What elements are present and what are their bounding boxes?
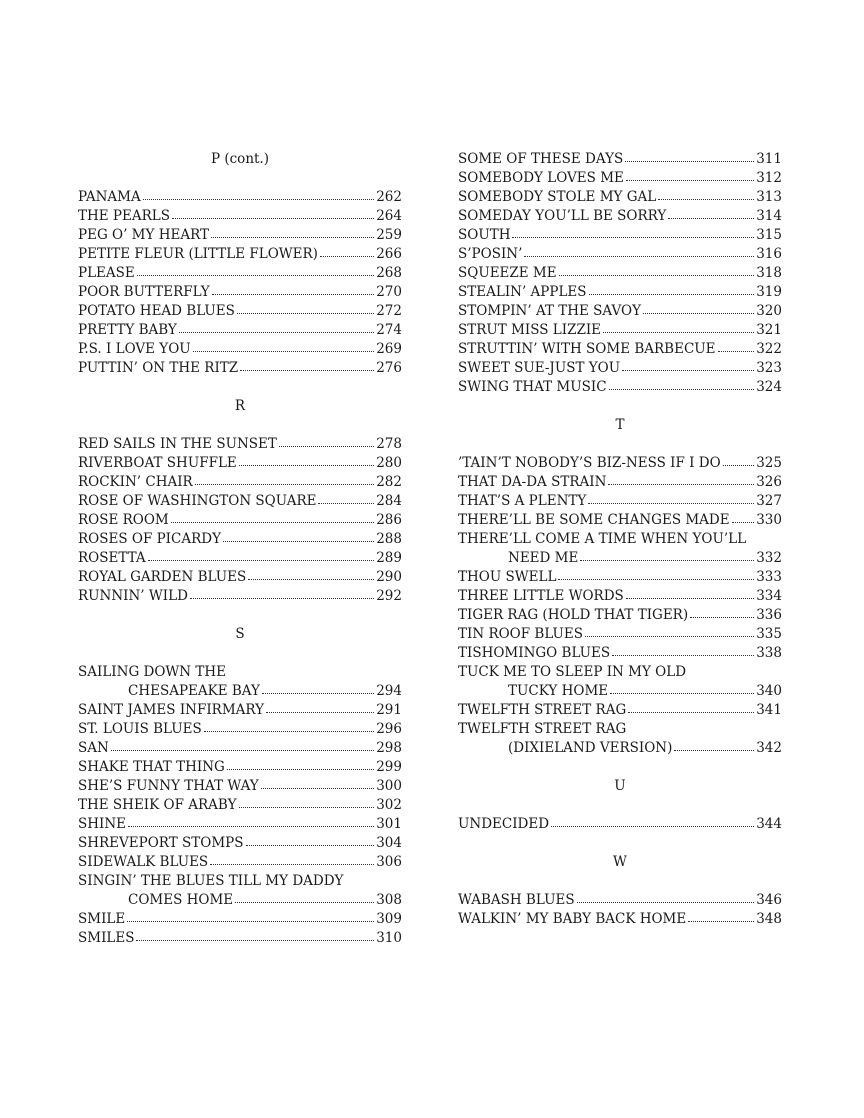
dot-leader — [246, 845, 375, 846]
dot-leader — [318, 503, 374, 504]
index-entry — [78, 796, 402, 815]
dot-leader — [622, 370, 754, 371]
dot-leader — [195, 484, 374, 485]
page-number: 330 — [756, 512, 782, 528]
index-entry — [458, 891, 782, 910]
dot-leader — [137, 275, 374, 276]
page-number: 322 — [756, 341, 782, 357]
song-title: STOMPIN’ AT THE SAVOY — [458, 303, 642, 319]
index-entry — [78, 473, 402, 492]
song-title: THAT DA-DA STRAIN — [458, 474, 607, 490]
page-number: 326 — [756, 474, 782, 490]
page-number: 323 — [756, 360, 782, 376]
page-number: 333 — [756, 569, 782, 585]
page-number: 335 — [756, 626, 782, 642]
dot-leader — [320, 256, 374, 257]
dot-leader — [512, 237, 754, 238]
dot-leader — [558, 579, 754, 580]
page-number: 341 — [756, 702, 782, 718]
index-entry — [458, 587, 782, 606]
song-title: SOMEBODY STOLE MY GAL — [458, 189, 657, 205]
dot-leader — [111, 750, 374, 751]
index-entry — [78, 492, 402, 511]
index-entry — [458, 492, 782, 511]
page-number: 336 — [756, 607, 782, 623]
song-title: SWING THAT MUSIC — [458, 379, 607, 395]
index-entry — [458, 606, 782, 625]
dot-leader — [148, 560, 375, 561]
song-title: PUTTIN’ ON THE RITZ — [78, 360, 239, 376]
dot-leader — [580, 560, 754, 561]
index-entry — [458, 245, 782, 264]
index-entry — [78, 454, 402, 473]
index-entry — [78, 891, 402, 910]
dot-leader — [172, 218, 374, 219]
song-title: SWEET SUE-JUST YOU — [458, 360, 621, 376]
page-number: 340 — [756, 683, 782, 699]
page-number: 313 — [756, 189, 782, 205]
page-number: 278 — [376, 436, 402, 452]
song-title: POTATO HEAD BLUES — [78, 303, 235, 319]
dot-leader — [559, 275, 755, 276]
index-entry — [458, 207, 782, 226]
page-number: 311 — [756, 151, 782, 167]
index-entry — [78, 359, 402, 378]
index-entry — [78, 435, 402, 454]
page-number: 299 — [376, 759, 402, 775]
song-title: TIGER RAG (HOLD THAT TIGER) — [458, 607, 689, 623]
dot-leader — [204, 731, 374, 732]
song-title: ROSES OF PICARDY — [78, 531, 221, 547]
song-title: PLEASE — [78, 265, 135, 281]
dot-leader — [612, 655, 754, 656]
page-number: 315 — [756, 227, 782, 243]
song-title: SOMEBODY LOVES ME — [458, 170, 624, 186]
song-title: COMES HOME — [128, 892, 234, 908]
index-entry — [458, 701, 782, 720]
song-title: SOMEDAY YOU’LL BE SORRY — [458, 208, 667, 224]
index-entry — [458, 283, 782, 302]
index-entry-continued — [78, 872, 402, 891]
song-title: ’TAIN’T NOBODY’S BIZ-NESS IF I DO — [458, 455, 721, 471]
song-title: THE PEARLS — [78, 208, 170, 224]
page-number: 276 — [376, 360, 402, 376]
page-number: 327 — [756, 493, 782, 509]
index-entry — [78, 758, 402, 777]
index-entry — [78, 264, 402, 283]
page-number: 312 — [756, 170, 782, 186]
song-title: UNDECIDED — [458, 816, 550, 832]
index-entry — [78, 587, 402, 606]
section-spacer — [458, 397, 782, 416]
section-spacer — [78, 378, 402, 397]
dot-leader — [603, 332, 754, 333]
index-entry — [458, 150, 782, 169]
section-spacer — [458, 834, 782, 853]
song-title: SAINT JAMES INFIRMARY — [78, 702, 265, 718]
song-title: THE SHEIK OF ARABY — [78, 797, 237, 813]
index-entry — [458, 340, 782, 359]
index-entry — [78, 701, 402, 720]
index-entry — [458, 568, 782, 587]
page-number: 259 — [376, 227, 402, 243]
page-number: 301 — [376, 816, 402, 832]
song-title: PRETTY BABY — [78, 322, 177, 338]
song-title: SINGIN’ THE BLUES TILL MY DADDY — [78, 873, 344, 889]
index-entry — [78, 245, 402, 264]
index-entry — [78, 340, 402, 359]
dot-leader — [211, 237, 374, 238]
song-title: SIDEWALK BLUES — [78, 854, 209, 870]
dot-leader — [210, 864, 374, 865]
section-spacer — [458, 435, 782, 454]
song-title: SHE’S FUNNY THAT WAY — [78, 778, 259, 794]
dot-leader — [136, 940, 374, 941]
section-spacer — [458, 796, 782, 815]
section-spacer — [78, 644, 402, 663]
dot-leader — [235, 902, 374, 903]
index-entry — [78, 910, 402, 929]
dot-leader — [723, 465, 755, 466]
page-number: 294 — [376, 683, 402, 699]
page-number: 321 — [756, 322, 782, 338]
song-title: SAILING DOWN THE — [78, 664, 227, 680]
index-entry — [78, 568, 402, 587]
index-entry — [78, 853, 402, 872]
index-entry — [78, 283, 402, 302]
page-number: 342 — [756, 740, 782, 756]
index-entry — [458, 644, 782, 663]
song-title: THOU SWELL — [458, 569, 557, 585]
index-entry — [458, 815, 782, 834]
index-entry — [458, 226, 782, 245]
dot-leader — [688, 921, 754, 922]
page-number: 325 — [756, 455, 782, 471]
page-number: 302 — [376, 797, 402, 813]
dot-leader — [732, 522, 755, 523]
dot-leader — [609, 389, 755, 390]
dot-leader — [626, 180, 754, 181]
index-entry — [78, 777, 402, 796]
dot-leader — [171, 522, 374, 523]
song-title: S’POSIN’ — [458, 246, 523, 262]
page-number: 291 — [376, 702, 402, 718]
song-title: P.S. I LOVE YOU — [78, 341, 191, 357]
dot-leader — [128, 826, 374, 827]
song-title: WABASH BLUES — [458, 892, 575, 908]
song-title: PETITE FLEUR (LITTLE FLOWER) — [78, 246, 318, 262]
index-entry — [458, 682, 782, 701]
page-number: 284 — [376, 493, 402, 509]
dot-leader — [223, 541, 374, 542]
dot-leader — [589, 294, 755, 295]
page-number: 298 — [376, 740, 402, 756]
index-entry — [78, 815, 402, 834]
index-entry — [458, 910, 782, 929]
page-number: 318 — [756, 265, 782, 281]
section-spacer — [458, 758, 782, 777]
page-number: 270 — [376, 284, 402, 300]
dot-leader — [690, 617, 754, 618]
song-title: TUCKY HOME — [508, 683, 609, 699]
dot-leader — [143, 199, 374, 200]
song-title: TWELFTH STREET RAG — [458, 702, 627, 718]
section-spacer — [458, 872, 782, 891]
song-title: PEG O’ MY HEART — [78, 227, 209, 243]
index-entry — [458, 378, 782, 397]
page-number: 268 — [376, 265, 402, 281]
index-entry-continued — [458, 663, 782, 682]
song-title: TWELFTH STREET RAG — [458, 721, 627, 737]
dot-leader — [524, 256, 754, 257]
page-number: 300 — [376, 778, 402, 794]
section-heading: R — [234, 398, 246, 414]
song-title: ROSETTA — [78, 550, 146, 566]
song-title: SAN — [78, 740, 109, 756]
dot-leader — [674, 750, 754, 751]
song-title: ROYAL GARDEN BLUES — [78, 569, 247, 585]
dot-leader — [127, 921, 374, 922]
page-number: 269 — [376, 341, 402, 357]
dot-leader — [628, 712, 754, 713]
page-number: 290 — [376, 569, 402, 585]
page-number: 334 — [756, 588, 782, 604]
page-number: 332 — [756, 550, 782, 566]
index-entry — [78, 226, 402, 245]
dot-leader — [190, 598, 374, 599]
dot-leader — [608, 484, 754, 485]
index-entry — [78, 929, 402, 948]
index-entry — [458, 739, 782, 758]
song-title: ROSE ROOM — [78, 512, 169, 528]
dot-leader — [626, 598, 754, 599]
dot-leader — [643, 313, 754, 314]
section-spacer — [78, 606, 402, 625]
index-entry — [78, 530, 402, 549]
song-title: SHAKE THAT THING — [78, 759, 225, 775]
dot-leader — [212, 294, 375, 295]
song-title: RUNNIN’ WILD — [78, 588, 188, 604]
song-title: RIVERBOAT SHUFFLE — [78, 455, 237, 471]
page-number: 309 — [376, 911, 402, 927]
page-number: 314 — [756, 208, 782, 224]
song-title: TIN ROOF BLUES — [458, 626, 584, 642]
page-number: 289 — [376, 550, 402, 566]
song-title: STRUTTIN’ WITH SOME BARBECUE — [458, 341, 716, 357]
page-number: 306 — [376, 854, 402, 870]
index-entry — [458, 625, 782, 644]
song-title: SQUEEZE ME — [458, 265, 557, 281]
page-number: 324 — [756, 379, 782, 395]
dot-leader — [658, 199, 754, 200]
page-number: 262 — [376, 189, 402, 205]
song-title: (DIXIELAND VERSION) — [508, 740, 673, 756]
index-entry — [458, 473, 782, 492]
song-title: PANAMA — [78, 189, 141, 205]
page-number: 274 — [376, 322, 402, 338]
song-title: TUCK ME TO SLEEP IN MY OLD — [458, 664, 687, 680]
page-number: 272 — [376, 303, 402, 319]
dot-leader — [239, 465, 374, 466]
page-number: 320 — [756, 303, 782, 319]
song-title: SOUTH — [458, 227, 511, 243]
dot-leader — [577, 902, 755, 903]
dot-leader — [718, 351, 755, 352]
page-number: 346 — [756, 892, 782, 908]
section-heading: S — [235, 626, 245, 642]
index-entry-continued — [78, 663, 402, 682]
page-number: 319 — [756, 284, 782, 300]
song-title: ST. LOUIS BLUES — [78, 721, 202, 737]
dot-leader — [279, 446, 374, 447]
page-number: 310 — [376, 930, 402, 946]
index-entry — [458, 264, 782, 283]
page-number: 304 — [376, 835, 402, 851]
page-number: 338 — [756, 645, 782, 661]
dot-leader — [610, 693, 754, 694]
dot-leader — [585, 636, 754, 637]
dot-leader — [227, 769, 374, 770]
page-number: 296 — [376, 721, 402, 737]
song-title: STEALIN’ APPLES — [458, 284, 587, 300]
index-entry-continued — [458, 530, 782, 549]
song-title: THERE’LL BE SOME CHANGES MADE — [458, 512, 730, 528]
page-number: 266 — [376, 246, 402, 262]
index-entry — [458, 302, 782, 321]
index-entry — [78, 834, 402, 853]
page-number: 348 — [756, 911, 782, 927]
dot-leader — [237, 313, 374, 314]
dot-leader — [239, 807, 375, 808]
dot-leader — [625, 161, 754, 162]
song-title: THERE’LL COME A TIME WHEN YOU’LL — [458, 531, 747, 547]
index-entry — [458, 454, 782, 473]
song-title: ROCKIN’ CHAIR — [78, 474, 193, 490]
song-title: THAT’S A PLENTY — [458, 493, 587, 509]
dot-leader — [261, 788, 375, 789]
song-title: CHESAPEAKE BAY — [128, 683, 260, 699]
song-title: ROSE OF WASHINGTON SQUARE — [78, 493, 317, 509]
song-title: POOR BUTTERFLY — [78, 284, 210, 300]
song-title: SMILE — [78, 911, 126, 927]
song-title: RED SAILS IN THE SUNSET — [78, 436, 277, 452]
index-entry — [458, 359, 782, 378]
page-number: 282 — [376, 474, 402, 490]
index-entry — [78, 321, 402, 340]
index-entry — [458, 188, 782, 207]
song-title: STRUT MISS LIZZIE — [458, 322, 602, 338]
song-title: WALKIN’ MY BABY BACK HOME — [458, 911, 687, 927]
dot-leader — [262, 693, 374, 694]
dot-leader — [588, 503, 754, 504]
page-number: 264 — [376, 208, 402, 224]
index-entry — [78, 302, 402, 321]
song-title: NEED ME — [508, 550, 579, 566]
dot-leader — [248, 579, 374, 580]
song-title: SHREVEPORT STOMPS — [78, 835, 244, 851]
index-entry — [78, 549, 402, 568]
page-number: 344 — [756, 816, 782, 832]
index-entry — [458, 511, 782, 530]
song-title: TISHOMINGO BLUES — [458, 645, 611, 661]
dot-leader — [551, 826, 754, 827]
index-column-right — [458, 150, 782, 929]
page-number: 286 — [376, 512, 402, 528]
page-number: 280 — [376, 455, 402, 471]
index-entry — [78, 739, 402, 758]
section-heading: W — [613, 854, 627, 870]
song-title: SMILES — [78, 930, 135, 946]
index-entry — [78, 682, 402, 701]
dot-leader — [193, 351, 375, 352]
song-title: THREE LITTLE WORDS — [458, 588, 624, 604]
song-title: SHINE — [78, 816, 127, 832]
index-entry — [78, 207, 402, 226]
section-heading: U — [614, 778, 626, 794]
index-column-left — [78, 150, 402, 948]
section-spacer — [78, 169, 402, 188]
page-number: 288 — [376, 531, 402, 547]
page-number: 308 — [376, 892, 402, 908]
section-spacer — [78, 416, 402, 435]
page-number: 316 — [756, 246, 782, 262]
index-entry-continued — [458, 720, 782, 739]
page-number: 292 — [376, 588, 402, 604]
dot-leader — [179, 332, 374, 333]
song-title: SOME OF THESE DAYS — [458, 151, 624, 167]
dot-leader — [266, 712, 374, 713]
dot-leader — [240, 370, 374, 371]
index-entry — [458, 321, 782, 340]
dot-leader — [668, 218, 754, 219]
index-entry — [458, 169, 782, 188]
index-entry — [78, 720, 402, 739]
index-entry — [78, 511, 402, 530]
section-heading: T — [615, 417, 625, 433]
index-entry — [458, 549, 782, 568]
section-heading: P (cont.) — [210, 151, 269, 167]
index-entry — [78, 188, 402, 207]
